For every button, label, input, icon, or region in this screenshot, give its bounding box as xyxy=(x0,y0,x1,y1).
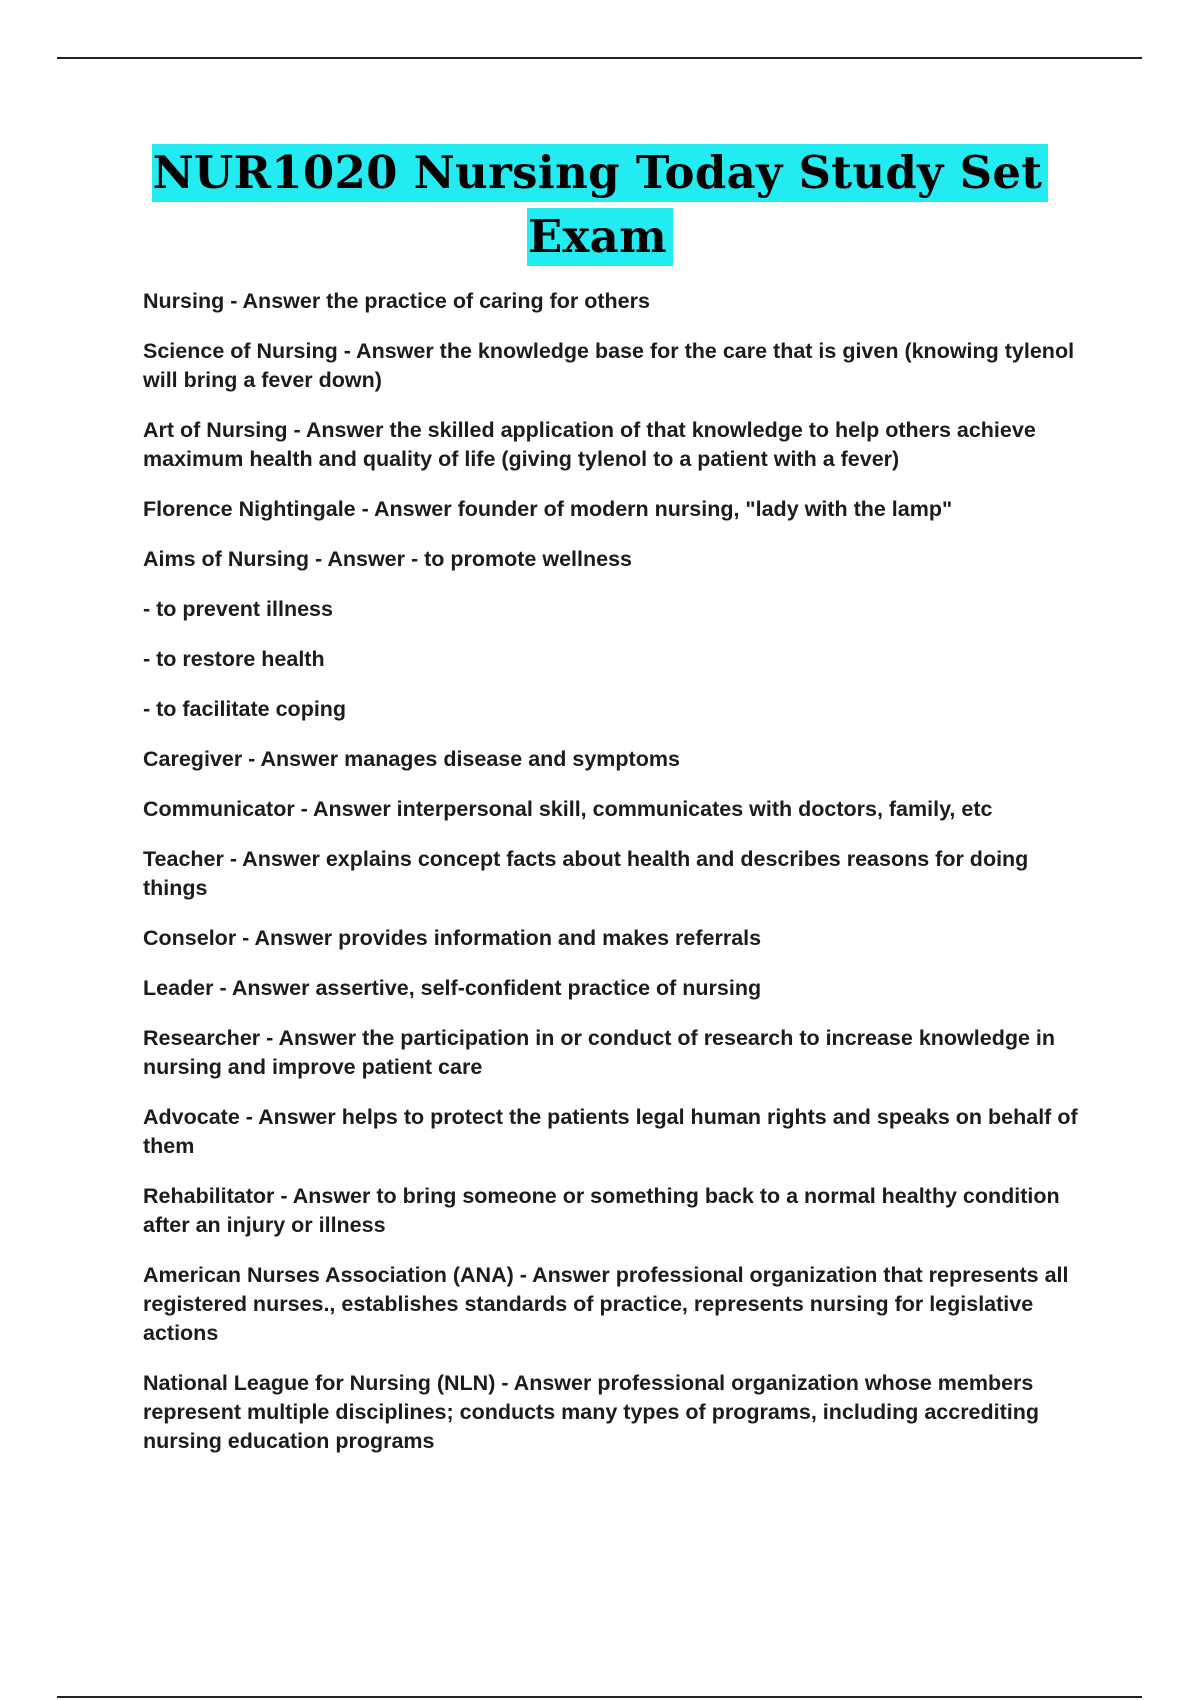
entry-nursing: Nursing - Answer the practice of caring for others xyxy=(143,289,650,313)
entry-rehabilitator: Rehabilitator - Answer to bring someone or something back to a normal healthy condition after an injury or illness xyxy=(143,1184,1060,1237)
title-line-1: NUR1020 Nursing Today Study Set xyxy=(152,144,1049,202)
entry-leader: Leader - Answer assertive, self-confident practice of nursing xyxy=(143,976,762,1000)
entry-florence-nightingale: Florence Nightingale - Answer founder of modern nursing, "lady with the lamp" xyxy=(143,497,953,521)
entry-art-of-nursing: Art of Nursing - Answer the skilled application of that knowledge to help others achieve maximum health and quality of life (giving tylenol to a patient with a fever) xyxy=(143,418,1036,471)
entry-advocate: Advocate - Answer helps to protect the patients legal human rights and speaks on behalf of them xyxy=(143,1105,1078,1158)
entry-teacher: Teacher - Answer explains concept facts about health and describes reasons for doing things xyxy=(143,847,1029,900)
entry-aim-prevent-illness: - to prevent illness xyxy=(143,597,333,621)
entry-nln: National League for Nursing (NLN) - Answer professional organization whose members represent multiple disciplines; conducts many types of programs, including accrediting nursing education programs xyxy=(143,1371,1040,1453)
entry-caregiver: Caregiver - Answer manages disease and symptoms xyxy=(143,747,680,771)
footer-rule xyxy=(57,1696,1142,1698)
header-rule xyxy=(57,57,1142,59)
entry-researcher: Researcher - Answer the participation in or conduct of research to increase knowledge in nursing and improve patient care xyxy=(143,1026,1055,1079)
title-line-2: Exam xyxy=(527,208,673,266)
entry-conselor: Conselor - Answer provides information and makes referrals xyxy=(143,926,762,950)
study-set-content xyxy=(143,287,1088,1477)
entry-aims-of-nursing: Aims of Nursing - Answer - to promote wellness xyxy=(143,547,632,571)
page-title xyxy=(0,141,1200,269)
entry-communicator: Communicator - Answer interpersonal skill, communicates with doctors, family, etc xyxy=(143,797,993,821)
entry-aim-restore-health: - to restore health xyxy=(143,647,325,671)
entry-aim-facilitate-coping: - to facilitate coping xyxy=(143,697,347,721)
entry-science-of-nursing: Science of Nursing - Answer the knowledge base for the care that is given (knowing tylenol will bring a fever down) xyxy=(143,339,1075,392)
entry-ana: American Nurses Association (ANA) - Answer professional organization that represents all registered nurses., establishes standards of practice, represents nursing for legislative actions xyxy=(143,1263,1069,1345)
